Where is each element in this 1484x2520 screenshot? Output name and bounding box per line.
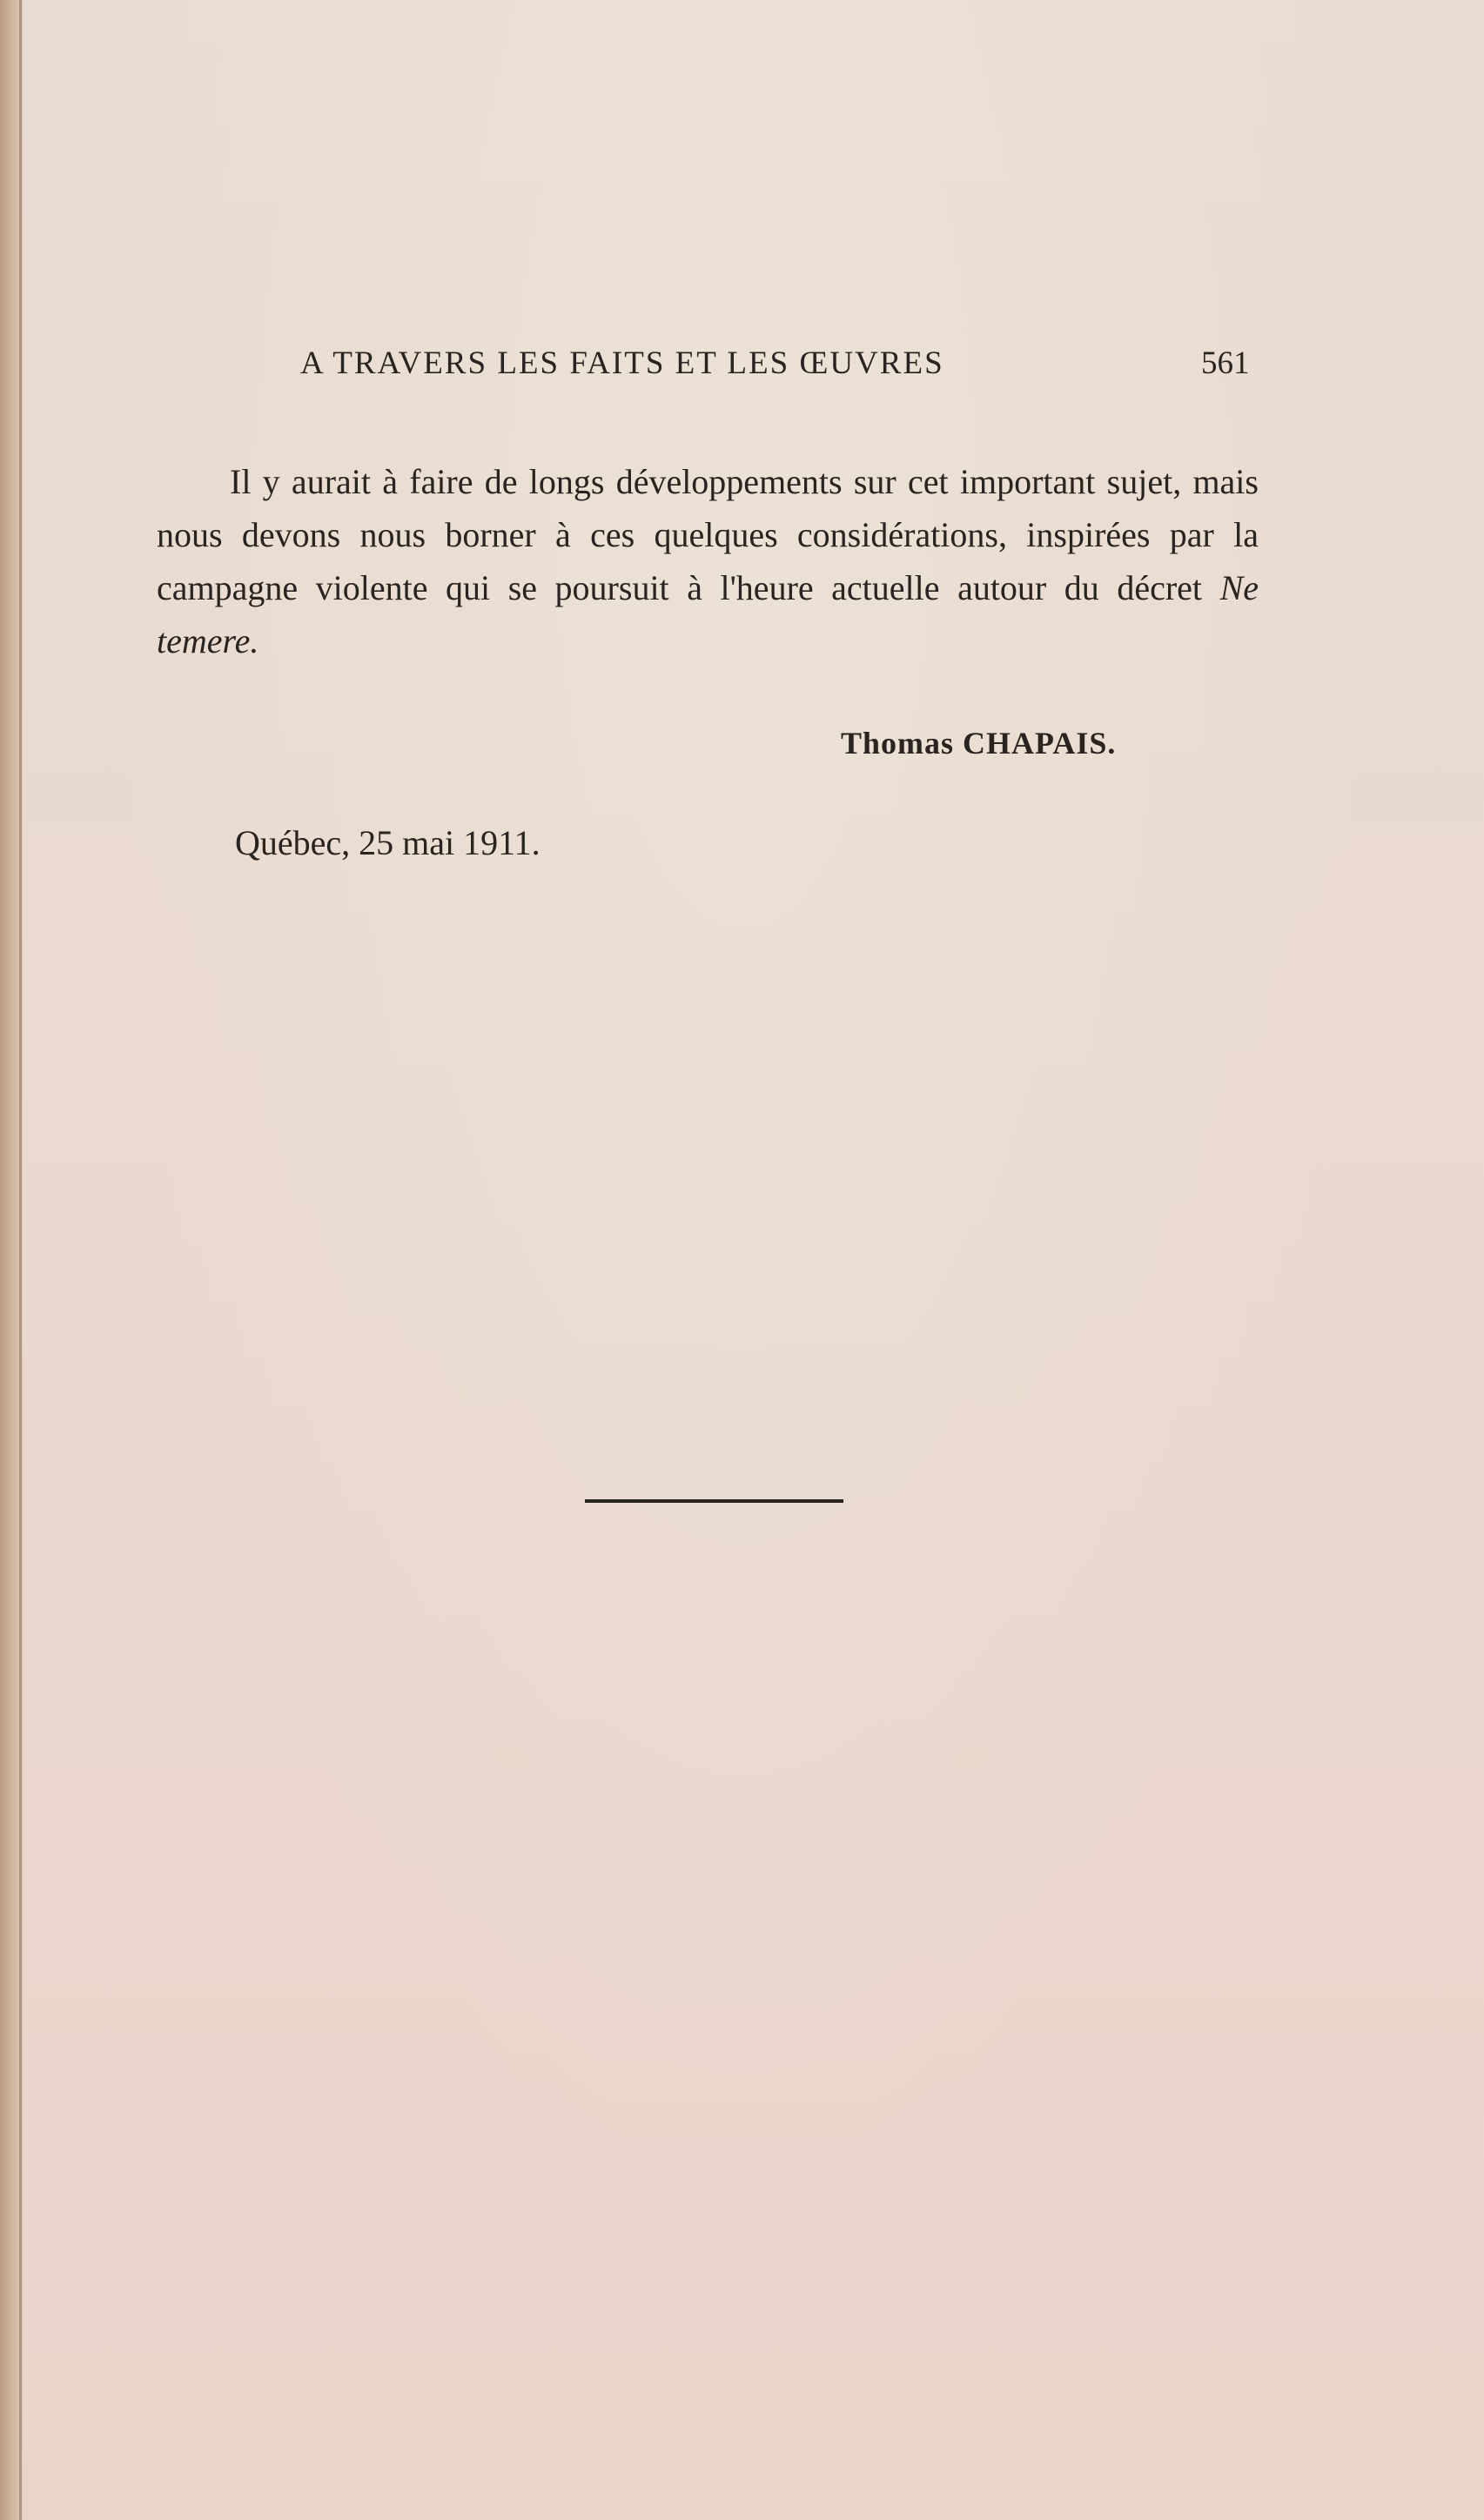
binding-edge bbox=[19, 0, 22, 2520]
page-number: 561 bbox=[1201, 345, 1250, 381]
running-title: A TRAVERS LES FAITS ET LES ŒUVRES bbox=[300, 345, 944, 381]
author-signature: Thomas CHAPAIS. bbox=[841, 726, 1117, 761]
running-head bbox=[300, 345, 1258, 388]
section-divider-rule bbox=[585, 1499, 843, 1503]
body-paragraph bbox=[157, 455, 1259, 667]
paragraph-italic-text: Ne temere. bbox=[157, 568, 1259, 660]
paragraph-text: Il y aurait à faire de longs développements sur cet important sujet, mais nous devons nous borner à ces quelques considérations, inspirées par la campagne violente qui se poursuit à l'heure actuelle autour du décret bbox=[157, 462, 1259, 607]
dateline: Québec, 25 mai 1911. bbox=[235, 823, 541, 862]
